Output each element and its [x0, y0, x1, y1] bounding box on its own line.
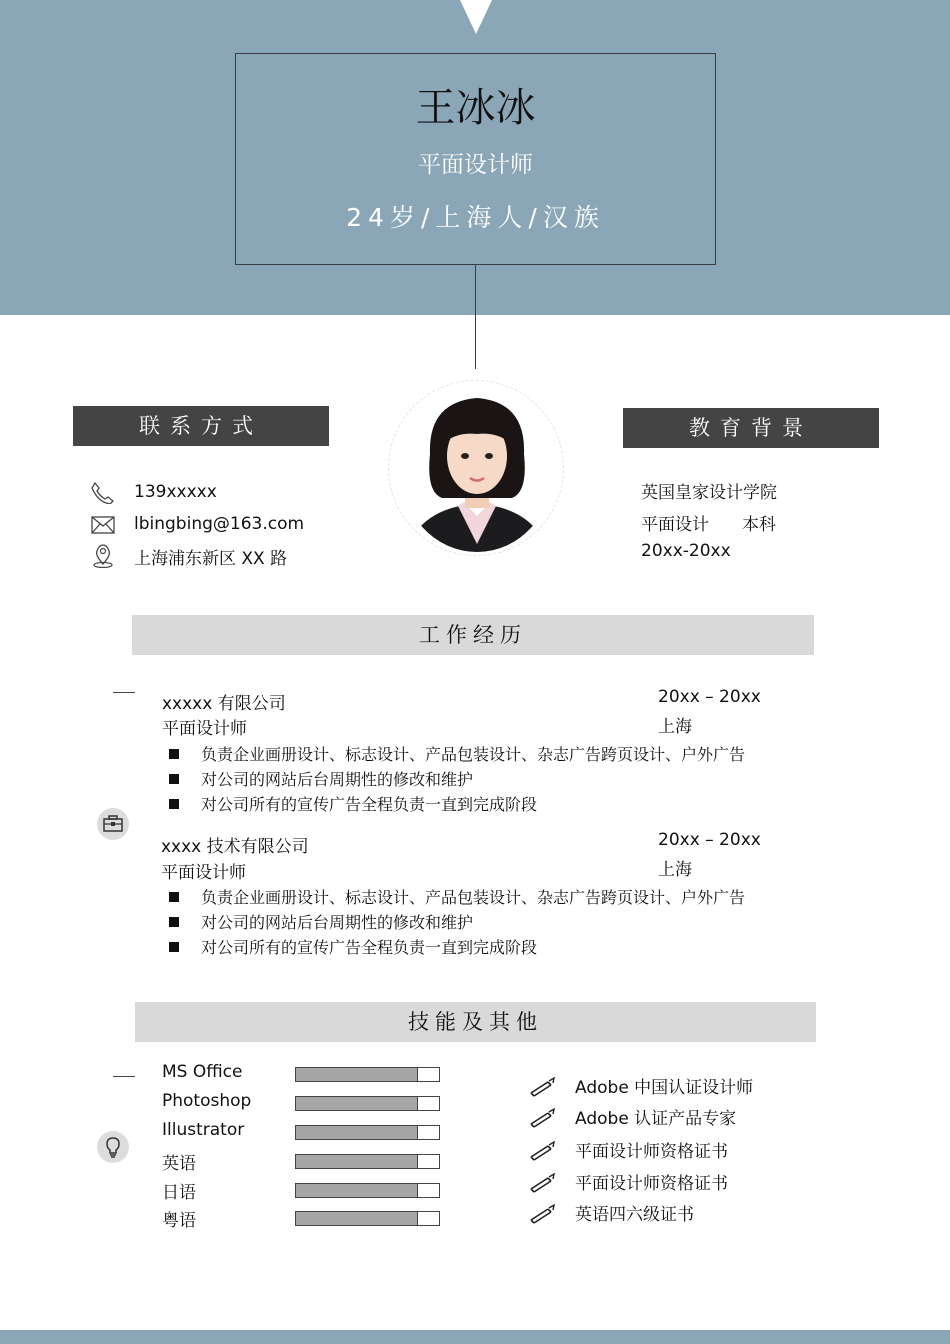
job-2-position: 平面设计师 [161, 863, 246, 883]
work-dash [113, 692, 135, 693]
job-1-duty-2 [168, 767, 473, 790]
candidate-role: 平面设计师 [418, 152, 533, 178]
diploma-icon [528, 1137, 556, 1161]
skill-name: 粤语 [162, 1211, 196, 1231]
footer-band [0, 1330, 950, 1344]
skill-level-fill [296, 1126, 418, 1139]
candidate-info: 24岁/上海人/汉族 [346, 203, 605, 232]
job-1-duty-1 [168, 742, 745, 765]
job-2-city: 上海 [658, 860, 692, 880]
certificate-item [528, 1200, 694, 1225]
location-pin-icon [88, 544, 118, 568]
candidate-name: 王冰冰 [415, 85, 536, 131]
duty-text: 对公司所有的宣传广告全程负责一直到完成阶段 [201, 938, 538, 957]
bullet-icon [169, 917, 179, 927]
work-icon-circle [97, 808, 129, 840]
skill-name: MS Office [162, 1062, 243, 1082]
lightbulb-icon [97, 1131, 129, 1163]
briefcase-icon [97, 808, 129, 840]
duty-text: 负责企业画册设计、标志设计、产品包装设计、杂志广告跨页设计、户外广告 [201, 745, 746, 764]
duty-text: 对公司的网站后台周期性的修改和维护 [201, 770, 474, 789]
address-text: 上海浦东新区 XX 路 [134, 548, 288, 569]
diploma-icon [528, 1169, 556, 1193]
certificate-item [528, 1137, 728, 1162]
phone-text: 139xxxxx [134, 482, 217, 502]
diploma-icon [528, 1073, 556, 1097]
mail-icon [88, 512, 118, 536]
skill-name: Photoshop [162, 1091, 252, 1111]
skill-level-bar [295, 1067, 440, 1082]
contact-heading: 联系方式 [73, 406, 329, 446]
skill-level-bar [295, 1211, 440, 1226]
skill-name: 日语 [162, 1183, 196, 1203]
header-notch [460, 0, 492, 34]
connector-line [475, 265, 476, 369]
skill-level-fill [296, 1184, 418, 1197]
skill-level-bar [295, 1183, 440, 1198]
education-heading: 教育背景 [623, 408, 879, 448]
contact-email [88, 512, 305, 536]
job-1-city: 上海 [658, 717, 692, 737]
job-2-period: 20xx – 20xx [658, 830, 761, 850]
job-2-duty-1 [168, 885, 745, 908]
job-1-company: xxxxx 有限公司 [162, 694, 286, 714]
education-degree: 本科 [742, 515, 776, 535]
skill-level-fill [296, 1155, 418, 1168]
education-period: 20xx-20xx [641, 541, 731, 561]
skills-dash [113, 1076, 135, 1077]
certificate-item [528, 1169, 728, 1194]
certificate-item [528, 1104, 737, 1129]
bullet-icon [169, 942, 179, 952]
skill-level-fill [296, 1212, 418, 1225]
duty-text: 负责企业画册设计、标志设计、产品包装设计、杂志广告跨页设计、户外广告 [201, 888, 746, 907]
skill-name: Illustrator [162, 1120, 245, 1140]
contact-phone [88, 480, 217, 504]
job-1-position: 平面设计师 [162, 719, 247, 739]
skills-icon-circle [97, 1131, 129, 1163]
work-heading: 工作经历 [132, 615, 814, 655]
job-2-duty-3 [168, 935, 537, 958]
certificate-text: 平面设计师资格证书 [575, 1173, 728, 1194]
skill-level-bar [295, 1125, 440, 1140]
duty-text: 对公司所有的宣传广告全程负责一直到完成阶段 [201, 795, 538, 814]
phone-icon [88, 480, 118, 504]
diploma-icon [528, 1104, 556, 1128]
skill-level-fill [296, 1097, 418, 1110]
certificate-text: 英语四六级证书 [575, 1204, 694, 1225]
certificate-text: 平面设计师资格证书 [575, 1141, 728, 1162]
bullet-icon [169, 774, 179, 784]
profile-photo [400, 384, 554, 552]
job-1-period: 20xx – 20xx [658, 687, 761, 707]
job-2-duty-2 [168, 910, 473, 933]
job-1-duty-3 [168, 792, 537, 815]
bullet-icon [169, 749, 179, 759]
skill-name: 英语 [162, 1154, 196, 1174]
bullet-icon [169, 892, 179, 902]
title-box [235, 53, 716, 265]
contact-address [88, 544, 288, 569]
job-2-company: xxxx 技术有限公司 [161, 837, 309, 857]
bullet-icon [169, 799, 179, 809]
diploma-icon [528, 1200, 556, 1224]
email-text: lbingbing@163.com [134, 514, 305, 534]
education-school: 英国皇家设计学院 [641, 483, 777, 503]
skill-level-bar [295, 1154, 440, 1169]
skills-heading: 技能及其他 [135, 1002, 816, 1042]
duty-text: 对公司的网站后台周期性的修改和维护 [201, 913, 474, 932]
certificate-text: Adobe 中国认证设计师 [575, 1077, 754, 1098]
certificate-item [528, 1073, 754, 1098]
skill-level-bar [295, 1096, 440, 1111]
skill-level-fill [296, 1068, 418, 1081]
certificate-text: Adobe 认证产品专家 [575, 1108, 737, 1129]
education-major: 平面设计 [641, 515, 709, 535]
